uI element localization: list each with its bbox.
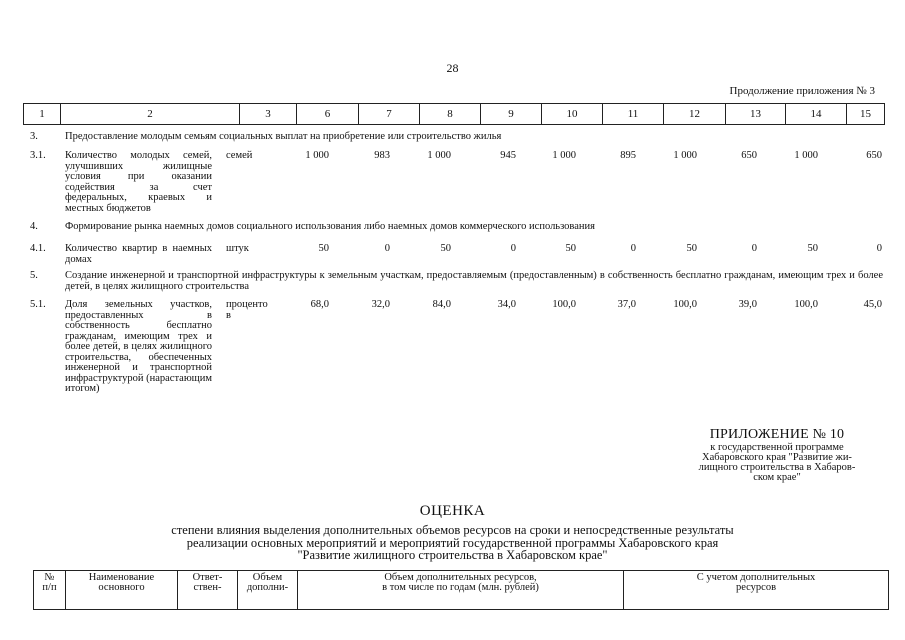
row-number: 4.1. <box>30 243 46 254</box>
appendix-line: лищного строительства в Хабаров- <box>698 462 856 473</box>
row-number: 4. <box>30 221 38 232</box>
indicator-value: 650 <box>866 150 882 161</box>
col-additional-resources: Объем дополнительных ресурсов, в том числе по годам (млн. рублей) <box>298 571 624 610</box>
col-responsible: Ответ- ствен- <box>178 571 238 610</box>
indicator-value: 650 <box>741 150 757 161</box>
assessment-table-header <box>33 570 889 610</box>
indicator-value: 895 <box>620 150 636 161</box>
indicator-value: 945 <box>500 150 516 161</box>
indicator-value: 0 <box>630 243 636 254</box>
indicator-value: 50 <box>565 243 576 254</box>
appendix-line: к государственной программе <box>710 442 844 453</box>
column-number-header <box>23 103 885 125</box>
row-number: 5. <box>30 270 38 281</box>
appendix-block <box>660 427 894 483</box>
indicator-value: 39,0 <box>738 299 757 310</box>
indicator-value: 0 <box>876 243 882 254</box>
column-number-cell: 10 <box>542 104 603 125</box>
row-number: 3.1. <box>30 150 46 161</box>
indicator-value: 68,0 <box>310 299 329 310</box>
indicator-name: Количество квартир в наемных домах <box>65 243 212 265</box>
col-number: № п/п <box>34 571 66 610</box>
subtitle-line: реализации основных мероприятий и мероприятий государственной программы Хабаровского края <box>186 535 719 550</box>
column-number-cell: 1 <box>24 104 61 125</box>
document-subtitle <box>90 524 815 562</box>
column-number-cell: 13 <box>726 104 786 125</box>
page-number: 28 <box>446 61 459 75</box>
indicator-value: 0 <box>751 243 757 254</box>
col-volume: Объем дополни- <box>238 571 298 610</box>
indicator-value: 50 <box>318 243 329 254</box>
indicator-value: 50 <box>440 243 451 254</box>
indicator-value: 1 000 <box>673 150 697 161</box>
column-number-cell: 7 <box>359 104 420 125</box>
indicator-value: 32,0 <box>371 299 390 310</box>
col-name: Наименование основного <box>66 571 178 610</box>
indicator-value: 37,0 <box>617 299 636 310</box>
row-number: 3. <box>30 131 38 142</box>
indicator-value: 1 000 <box>305 150 329 161</box>
row-number: 5.1. <box>30 299 46 310</box>
unit: штук <box>226 243 249 254</box>
indicator-value: 45,0 <box>863 299 882 310</box>
column-number-cell: 3 <box>240 104 297 125</box>
section-title: Предоставление молодым семьям социальных выплат на приобретение или строительство жилья <box>65 131 502 142</box>
indicator-value: 50 <box>807 243 818 254</box>
column-number-cell: 11 <box>603 104 664 125</box>
indicator-value: 1 000 <box>552 150 576 161</box>
indicator-name: Доля земельных участков, предоставленных в собственность бесплатно гражданам, имеющим трех и более детей, в целях жилищного строительства, обеспеченных инженерной и транспортной инфраструктурой (нарастающим итогом) <box>65 299 213 394</box>
unit: процентов <box>226 299 268 321</box>
indicator-value: 0 <box>384 243 390 254</box>
indicator-value: 100,0 <box>794 299 818 310</box>
indicator-name: Количество молодых семей, улучшивших жилищные условия при оказании содействия за счет федеральных, краевых и местных бюджетов <box>65 150 212 214</box>
indicator-value: 84,0 <box>432 299 451 310</box>
section-title: Формирование рынка наемных домов социального использования либо наемных домов коммерческого использования <box>65 221 595 232</box>
appendix-title: ПРИЛОЖЕНИЕ № 10 <box>709 427 845 442</box>
subtitle-line: "Развитие жилищного строительства в Хабаровском крае" <box>297 548 608 562</box>
unit: семей <box>226 150 253 161</box>
indicator-value: 34,0 <box>497 299 516 310</box>
column-number-cell: 9 <box>481 104 542 125</box>
indicator-value: 100,0 <box>673 299 697 310</box>
column-number-cell: 2 <box>61 104 240 125</box>
indicator-value: 50 <box>686 243 697 254</box>
column-number-cell: 12 <box>664 104 726 125</box>
indicator-value: 1 000 <box>427 150 451 161</box>
section-title: Создание инженерной и транспортной инфраструктуры к земельным участкам, предоставляемым (предоставленным) в собственность бесплатно гражданам, имеющим трех и более детей, в целях жилищного строительства <box>65 270 883 292</box>
column-number-cell: 8 <box>420 104 481 125</box>
document-title: ОЦЕНКА <box>419 503 486 519</box>
subtitle-line: степени влияния выделения дополнительных объемов ресурсов на сроки и непосредственные результаты <box>171 523 734 537</box>
column-number-cell: 15 <box>847 104 885 125</box>
indicator-value: 1 000 <box>794 150 818 161</box>
appendix-line: Хабаровского края "Развитие жи- <box>702 452 852 463</box>
column-number-cell: 6 <box>297 104 359 125</box>
indicator-value: 100,0 <box>552 299 576 310</box>
indicator-value: 983 <box>374 150 390 161</box>
column-number-cell: 14 <box>786 104 847 125</box>
indicator-value: 0 <box>510 243 516 254</box>
continuation-label: Продолжение приложения № 3 <box>729 85 875 97</box>
appendix-line: ском крае" <box>753 472 801 483</box>
col-with-resources: С учетом дополнительных ресурсов <box>624 571 889 610</box>
